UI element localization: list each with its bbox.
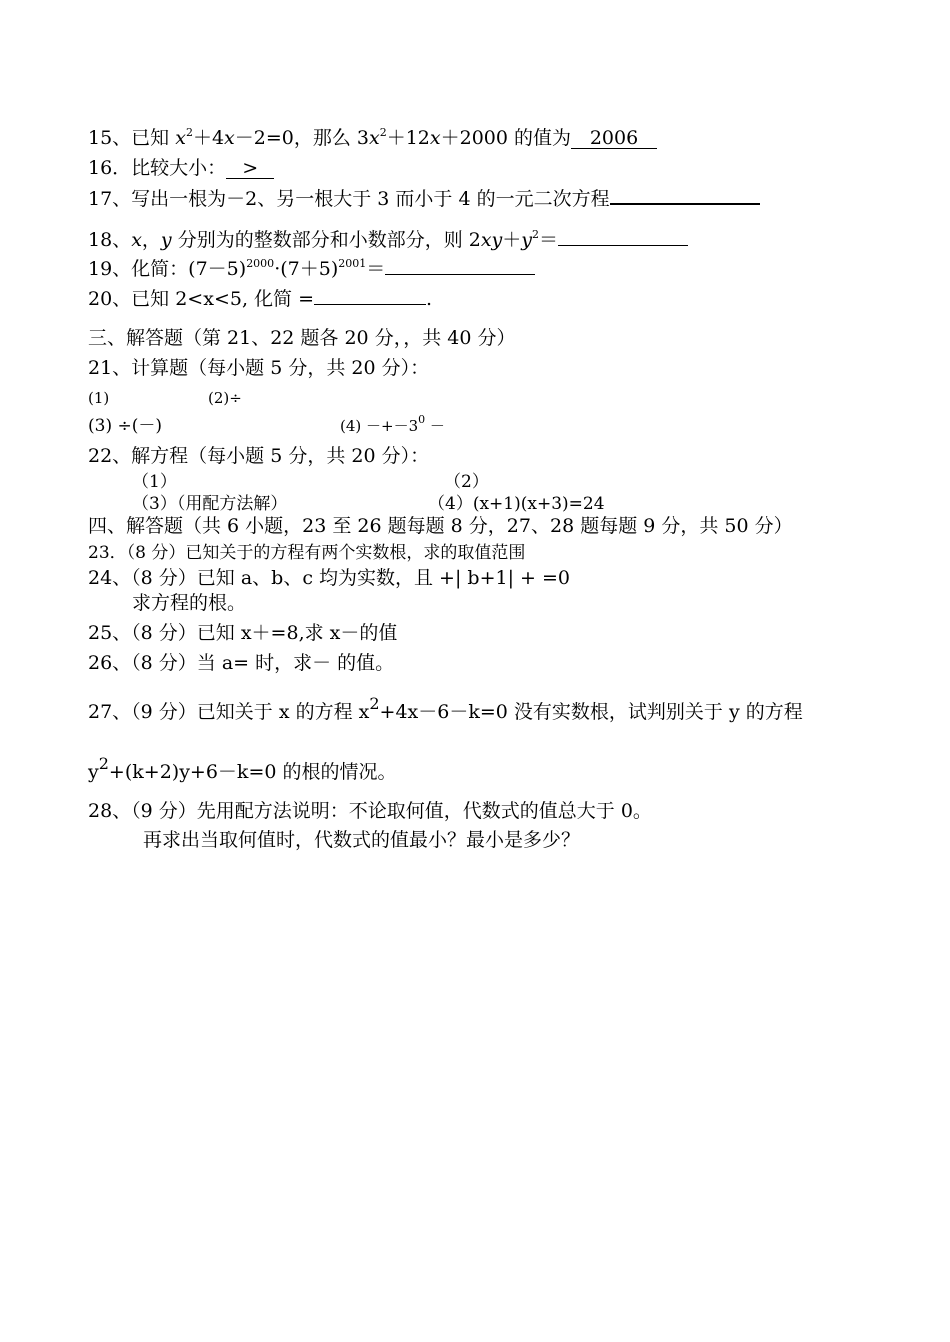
question-23: 23．（8 分）已知关于的方程有两个实数根，求的取值范围 [88,543,526,563]
q27-text: +(k+2)y+6－k=0 的根的情况。 [108,761,397,783]
q15-text: 15、已知 [88,127,176,149]
question-15 [88,126,657,150]
section-3-heading: 三、解答题（第 21、22 题各 20 分，，共 40 分） [88,327,516,349]
var-x: x [429,127,441,149]
var-y: y [521,229,533,251]
q15-text: ＋4 [192,127,225,149]
exponent: 0 [418,413,426,426]
q15-text: －2=0，那么 3 [234,127,369,149]
q15-text: ＋12 [386,127,430,149]
exponent: 2 [379,126,387,139]
q18-text: 分别为的整数部分和小数部分，则 2 [171,229,481,251]
q28-line-2: 再求出当取何值时，代数式的值最小？最小是多少？ [143,829,581,851]
q21-part-1: (1) [88,389,110,407]
q22-part-1: （1） [132,472,177,492]
q21-p4-text: － [425,417,445,435]
q17-blank [610,185,760,205]
q24-line-2: 求方程的根。 [132,592,247,614]
q20-text: 20、已知 2<x<5, 化简 = [88,288,314,310]
question-25: 25、（8 分）已知 x＋=8,求 x－的值 [88,622,398,644]
var-x: x [368,127,380,149]
q18-text: ， [141,229,161,251]
q21-part-2: (2)÷ [208,389,242,407]
q20-text: . [426,288,433,310]
q21-part-4 [340,414,445,438]
q19-text: 19、化简：(7－5) [88,258,247,280]
q21-p4-text: (4) －+－3 [340,417,419,435]
question-20 [88,286,432,311]
q22-part-2: （2） [444,472,489,492]
question-18 [88,227,688,252]
q16-text: 16．比较大小： [88,157,227,179]
question-24: 24、（8 分）已知 a、b、c 均为实数，且 +| b+1| + =0 [88,567,570,589]
question-16 [88,156,274,180]
q18-text: ＝ [539,229,559,251]
question-17 [88,185,760,211]
exponent: 2 [185,126,193,139]
q15-text: ＋2000 的值为 [440,127,572,149]
q19-blank [385,256,535,275]
q27-line-2 [88,754,397,784]
exponent: 2001 [338,257,367,270]
q19-text: ＝ [366,258,386,280]
q27-text: y [88,761,99,783]
exponent: 2 [532,228,540,241]
var-x: x [131,229,142,251]
q27-text: +4x－6－k=0 没有实数根，试判别关于 y 的方程 [379,701,803,723]
q19-text: ·(7＋5) [274,258,339,280]
exponent: 2000 [246,257,275,270]
q18-blank [558,227,688,246]
question-22: 22、解方程（每小题 5 分，共 20 分）： [88,445,430,467]
var-x: x [175,127,186,149]
var-xy: xy [480,229,503,251]
exponent: 2 [369,694,380,713]
q18-text: ＋ [502,229,522,251]
question-19 [88,256,535,281]
q16-answer: > [226,158,274,179]
question-28: 28、（9 分）先用配方法说明：不论取何值，代数式的值总大于 0。 [88,800,652,822]
section-4-heading: 四、解答题（共 6 小题，23 至 26 题每题 8 分，27、28 题每题 9 分，共 50 分） [88,515,793,537]
var-x: x [224,127,235,149]
q15-answer: 2006 [571,128,657,149]
q27-text: 27、（9 分）已知关于 x 的方程 x [88,701,370,723]
question-27 [88,694,803,724]
question-21: 21、计算题（每小题 5 分，共 20 分）： [88,357,430,379]
q22-part-3: （3）（用配方法解） [132,494,288,514]
q18-number: 18、 [88,229,132,251]
q17-text: 17、写出一根为－2、另一根大于 3 而小于 4 的一元二次方程 [88,188,610,210]
q21-part-3: (3) ÷(－) [88,416,162,436]
q20-blank [314,286,426,305]
var-y: y [160,229,172,251]
question-26: 26、（8 分）当 a= 时，求－ 的值。 [88,652,395,674]
exponent: 2 [98,754,109,773]
q22-part-4: （4）(x+1)(x+3)=24 [428,494,605,514]
